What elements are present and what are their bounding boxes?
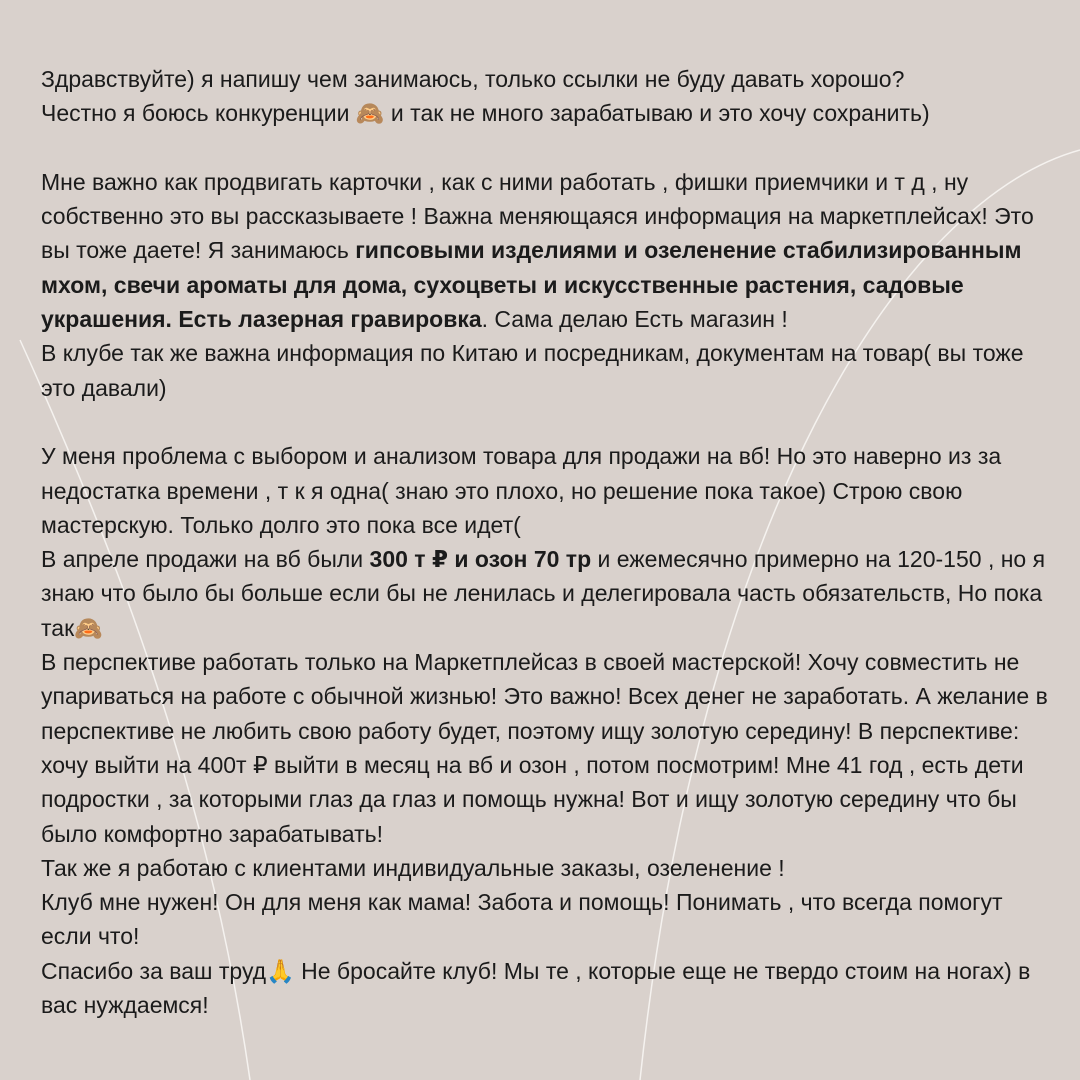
paragraph-perspective bbox=[41, 645, 1051, 851]
paragraph-greeting bbox=[41, 62, 1051, 131]
text-run: Так же я работаю с клиентами индивидуальные заказы, озеленение ! bbox=[41, 854, 785, 881]
text-run: Клуб мне нужен! Он для меня как мама! Забота и помощь! Понимать , что всегда помогут если что! bbox=[41, 889, 1003, 950]
monkey-emoji-icon: 🙈 bbox=[74, 614, 103, 641]
text-run: Не бросайте клуб! Мы те , которые еще не твердо стоим на ногах) в вас нуждаемся! bbox=[41, 957, 1031, 1019]
bold-text-run: 300 т ₽ и озон 70 тр bbox=[369, 546, 592, 573]
paragraph-club bbox=[41, 885, 1051, 954]
text-run: и так не много зарабатываю и это хочу сохранить) bbox=[384, 100, 930, 127]
paragraph-thanks bbox=[41, 954, 1051, 1023]
message-text bbox=[41, 62, 1051, 1022]
bold-text-run: гипсовыми изделиями и озеленение стабилизированным мхом, свечи ароматы для дома, сухоцветы и искусственные растения, садовые украшения. Есть лазерная гравировка bbox=[41, 237, 1022, 333]
text-run: В апреле продажи на вб были bbox=[41, 546, 370, 573]
paragraph-sales bbox=[41, 542, 1051, 645]
text-run: и ежемесячно примерно на 120-150 , но я знаю что было бы больше если бы не ленилась и делегировала часть обязательств, Но пока так bbox=[41, 546, 1046, 641]
text-run: Здравствуйте) я напишу чем занимаюсь, только ссылки не буду давать хорошо? bbox=[41, 66, 905, 92]
text-run: В клубе так же важна информация по Китаю и посредникам, документам на товар( вы тоже это давали) bbox=[41, 340, 1024, 401]
paragraph-china bbox=[41, 336, 1051, 405]
text-run: У меня проблема с выбором и анализом товара для продажи на вб! Но это наверно из за недостатка времени , т к я одна( знаю это плохо, но решение пока такое) Строю свою мастерскую. Только долго это пока все идет( bbox=[41, 443, 1002, 538]
text-run: Честно я боюсь конкуренции bbox=[41, 100, 356, 127]
paragraph-clients bbox=[41, 851, 1051, 885]
praying-hands-emoji-icon: 🙏 bbox=[266, 957, 295, 984]
text-run: . Сама делаю Есть магазин ! bbox=[481, 306, 788, 333]
paragraph-problem bbox=[41, 439, 1051, 542]
paragraph-products bbox=[41, 165, 1051, 336]
monkey-emoji-icon: 🙈 bbox=[355, 100, 385, 127]
text-run: Спасибо за ваш труд bbox=[41, 957, 267, 984]
text-run: Мне важно как продвигать карточки , как с ними работать , фишки приемчики и т д , ну собственно это вы рассказываете ! Важна меняющаяся информация на маркетплейсах! Это вы тоже даете! Я занимаюсь bbox=[41, 168, 1034, 264]
text-run: В перспективе работать только на Маркетплейсаз в своей мастерской! Хочу совместить не упариваться на работе с обычной жизнью! Это важно! Всех денег не заработать. А желание в перспективе не любить свою работу будет, поэтому ищу золотую середину! В перспективе: хочу выйти на 400т ₽ выйти в месяц на вб и озон , потом посмотрим! Мне 41 год , есть дети подростки , за которыми глаз да глаз и помощь нужна! Вот и ищу золотую середину что бы было комфортно зарабатывать! bbox=[41, 649, 1048, 847]
